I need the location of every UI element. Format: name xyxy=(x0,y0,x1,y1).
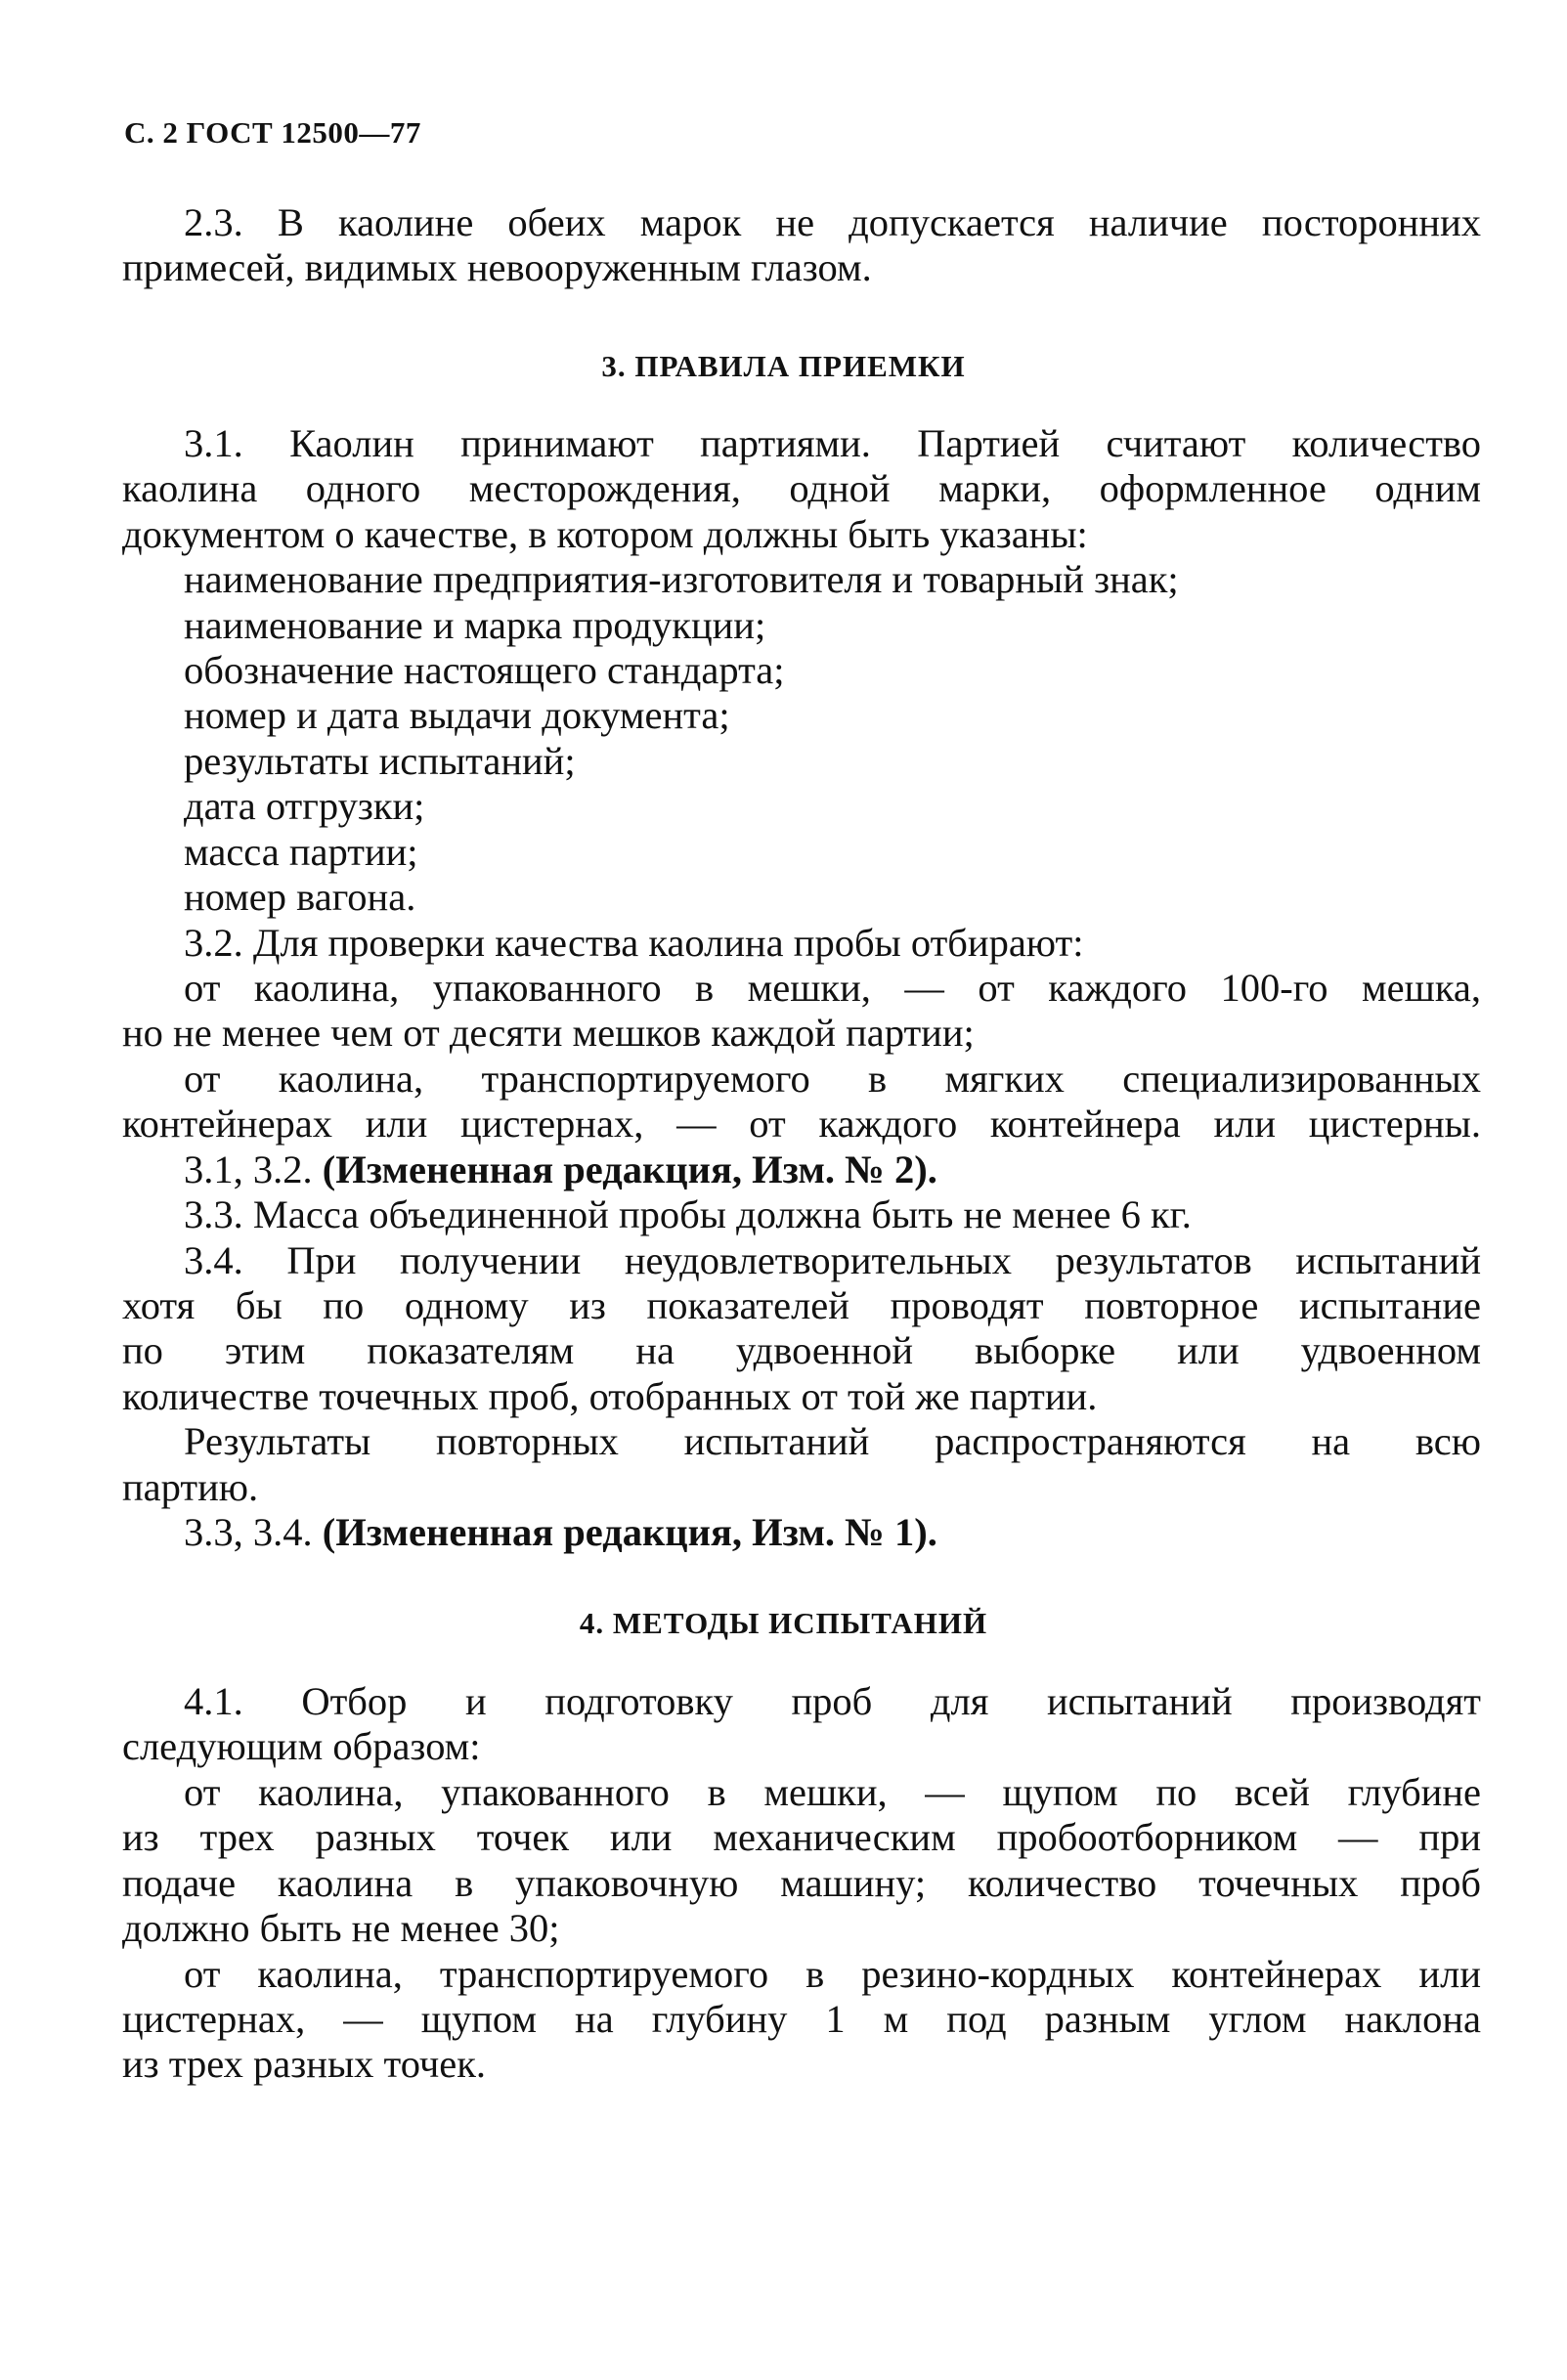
paragraph-4-1-line-1: 4.1. Отбор и подготовку проб для испытаний производят xyxy=(184,1679,1481,1723)
list-item: номер вагона. xyxy=(184,875,416,919)
paragraph-3-4-line-2: хотя бы по одному из показателей проводят повторное испытание xyxy=(122,1283,1481,1327)
list-item: наименование и марка продукции; xyxy=(184,603,766,647)
section-3-heading: 3. ПРАВИЛА ПРИЕМКИ xyxy=(601,349,966,383)
paragraph-3-2-b-line-1: от каолина, транспортируемого в мягких специализированных xyxy=(184,1057,1481,1101)
paragraph-4-1-line-2: следующим образом: xyxy=(122,1724,481,1768)
list-item: наименование предприятия-изготовителя и товарный знак; xyxy=(184,557,1179,601)
paragraph-4-1-b-line-1: от каолина, транспортируемого в резино-кордных контейнерах или xyxy=(184,1952,1481,1996)
list-item: номер и дата выдачи документа; xyxy=(184,693,730,737)
paragraph-3-4-b-line-2: партию. xyxy=(122,1465,259,1509)
amendment-note-2 xyxy=(184,1147,1481,1192)
paragraph-3-1-line-2: каолина одного месторождения, одной марки, оформленное одним xyxy=(122,466,1481,510)
paragraph-3-2-b-line-2: контейнерах или цистернах, — от каждого контейнера или цистерны. xyxy=(122,1102,1481,1146)
paragraph-3-2-a-line-1: от каолина, упакованного в мешки, — от каждого 100-го мешка, xyxy=(184,966,1481,1010)
paragraph-3-1-line-3: документом о качестве, в котором должны быть указаны: xyxy=(122,512,1088,556)
paragraph-3-1-line-1: 3.1. Каолин принимают партиями. Партией считают количество xyxy=(184,421,1481,465)
paragraph-3-4-b-line-1: Результаты повторных испытаний распространяются на всю xyxy=(184,1419,1481,1463)
section-4-heading: 4. МЕТОДЫ ИСПЫТАНИЙ xyxy=(579,1606,988,1640)
paragraph-4-1-a-line-3: подаче каолина в упаковочную машину; количество точечных проб xyxy=(122,1861,1481,1905)
amendment-note-1 xyxy=(184,1510,1481,1555)
paragraph-2-3-line-1: 2.3. В каолине обеих марок не допускается наличие посторонних xyxy=(184,200,1481,244)
paragraph-4-1-b-line-3: из трех разных точек. xyxy=(122,2042,487,2086)
paragraph-4-1-a-line-4: должно быть не менее 30; xyxy=(122,1906,560,1950)
amendment-refs: 3.3, 3.4. xyxy=(184,1510,313,1554)
paragraph-3-2-intro: 3.2. Для проверки качества каолина пробы отбирают: xyxy=(184,921,1084,965)
paragraph-3-4-line-1: 3.4. При получении неудовлетворительных результатов испытаний xyxy=(184,1238,1481,1282)
list-item: обозначение настоящего стандарта; xyxy=(184,648,785,692)
paragraph-3-4-line-4: количестве точечных проб, отобранных от той же партии. xyxy=(122,1374,1098,1418)
list-item: масса партии; xyxy=(184,830,418,874)
page-header: С. 2 ГОСТ 12500—77 xyxy=(124,115,421,150)
paragraph-3-4-line-3: по этим показателям на удвоенной выборке или удвоенном xyxy=(122,1328,1481,1372)
amendment-text: (Измененная редакция, Изм. № 1). xyxy=(322,1510,937,1554)
paragraph-4-1-a-line-2: из трех разных точек или механическим пробоотборником — при xyxy=(122,1815,1481,1859)
paragraph-4-1-b-line-2: цистернах, — щупом на глубину 1 м под разным углом наклона xyxy=(122,1997,1481,2041)
amendment-refs: 3.1, 3.2. xyxy=(184,1147,313,1191)
paragraph-3-2-a-line-2: но не менее чем от десяти мешков каждой партии; xyxy=(122,1011,975,1055)
list-item: результаты испытаний; xyxy=(184,739,576,783)
paragraph-2-3-line-2: примесей, видимых невооруженным глазом. xyxy=(122,245,872,289)
list-item: дата отгрузки; xyxy=(184,784,425,828)
paragraph-3-3: 3.3. Масса объединенной пробы должна быть не менее 6 кг. xyxy=(184,1192,1192,1236)
amendment-text: (Измененная редакция, Изм. № 2). xyxy=(322,1147,937,1191)
paragraph-4-1-a-line-1: от каолина, упакованного в мешки, — щупом по всей глубине xyxy=(184,1770,1481,1814)
